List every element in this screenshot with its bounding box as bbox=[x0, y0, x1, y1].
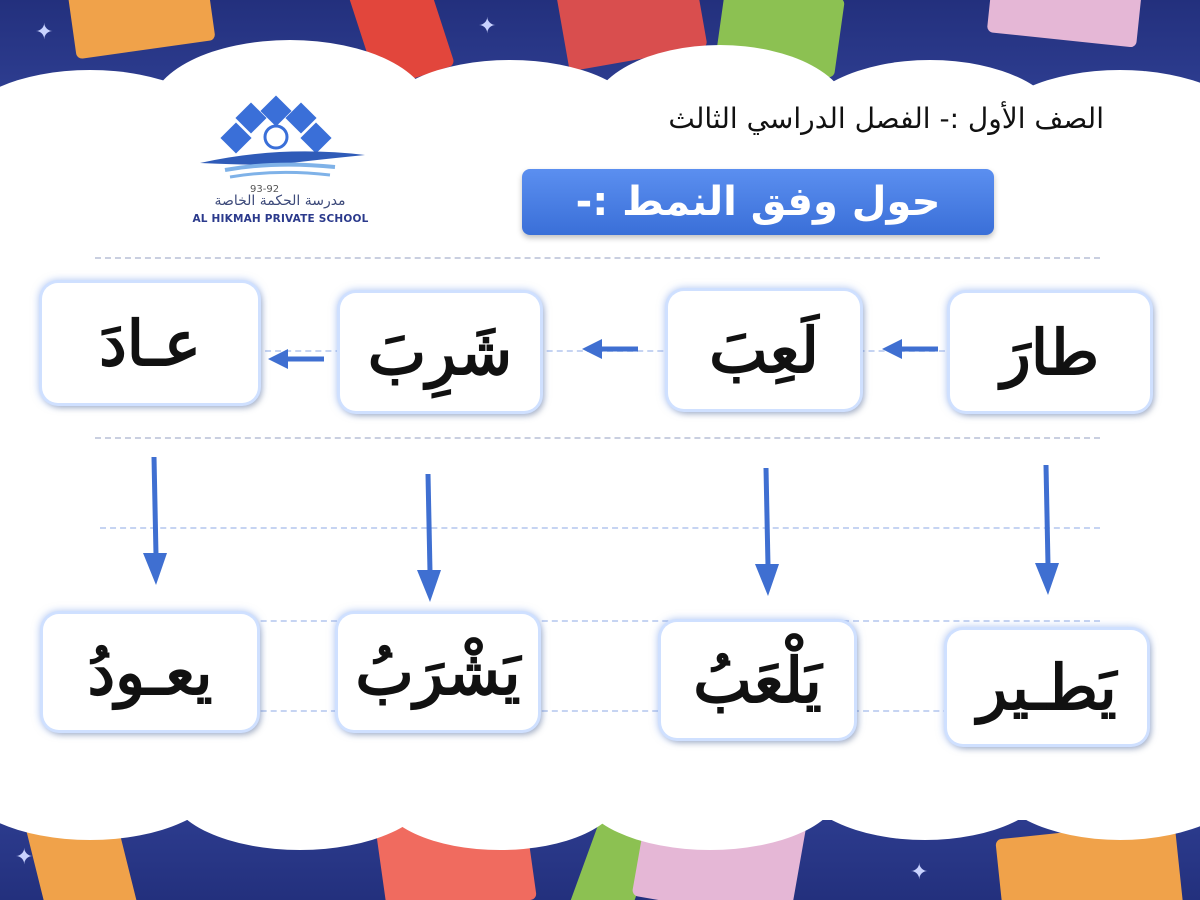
sparkle-icon: ✦ bbox=[478, 14, 497, 39]
sparkle-icon: ✦ bbox=[35, 20, 54, 45]
guide-line bbox=[100, 527, 1100, 529]
school-years: 93-92 bbox=[250, 184, 280, 195]
sparkle-icon: ✦ bbox=[15, 845, 34, 870]
past-word-card: عـادَ bbox=[42, 283, 258, 403]
school-name-english: AL HIKMAH PRIVATE SCHOOL bbox=[192, 213, 369, 225]
arrow-down-icon bbox=[1032, 465, 1062, 597]
arrow-down-icon bbox=[752, 468, 782, 598]
present-word-card: يَطـير bbox=[947, 630, 1147, 744]
present-word-card: يعـودُ bbox=[43, 614, 257, 730]
instruction-banner: حول وفق النمط :- bbox=[522, 169, 994, 235]
guide-line bbox=[95, 257, 1100, 259]
school-logo-icon bbox=[185, 95, 375, 230]
sparkle-icon: ✦ bbox=[910, 860, 929, 885]
arrow-down-icon bbox=[414, 474, 444, 604]
book-decoration bbox=[64, 0, 215, 59]
school-name-arabic: مدرسة الحكمة الخاصة bbox=[214, 193, 346, 209]
arrow-left-icon bbox=[880, 338, 940, 360]
present-word-card: يَشْرَبُ bbox=[338, 614, 538, 730]
guide-line bbox=[95, 437, 1100, 439]
arrow-left-icon bbox=[266, 348, 326, 370]
past-word-card: لَعِبَ bbox=[668, 291, 860, 409]
past-word-card: طارَ bbox=[950, 293, 1150, 411]
past-word-card: شَرِبَ bbox=[340, 293, 540, 411]
grade-title: الصف الأول :- الفصل الدراسي الثالث bbox=[668, 102, 1104, 135]
arrow-left-icon bbox=[580, 338, 640, 360]
present-word-card: يَلْعَبُ bbox=[661, 622, 854, 738]
arrow-down-icon bbox=[140, 457, 170, 587]
book-decoration bbox=[987, 0, 1143, 48]
